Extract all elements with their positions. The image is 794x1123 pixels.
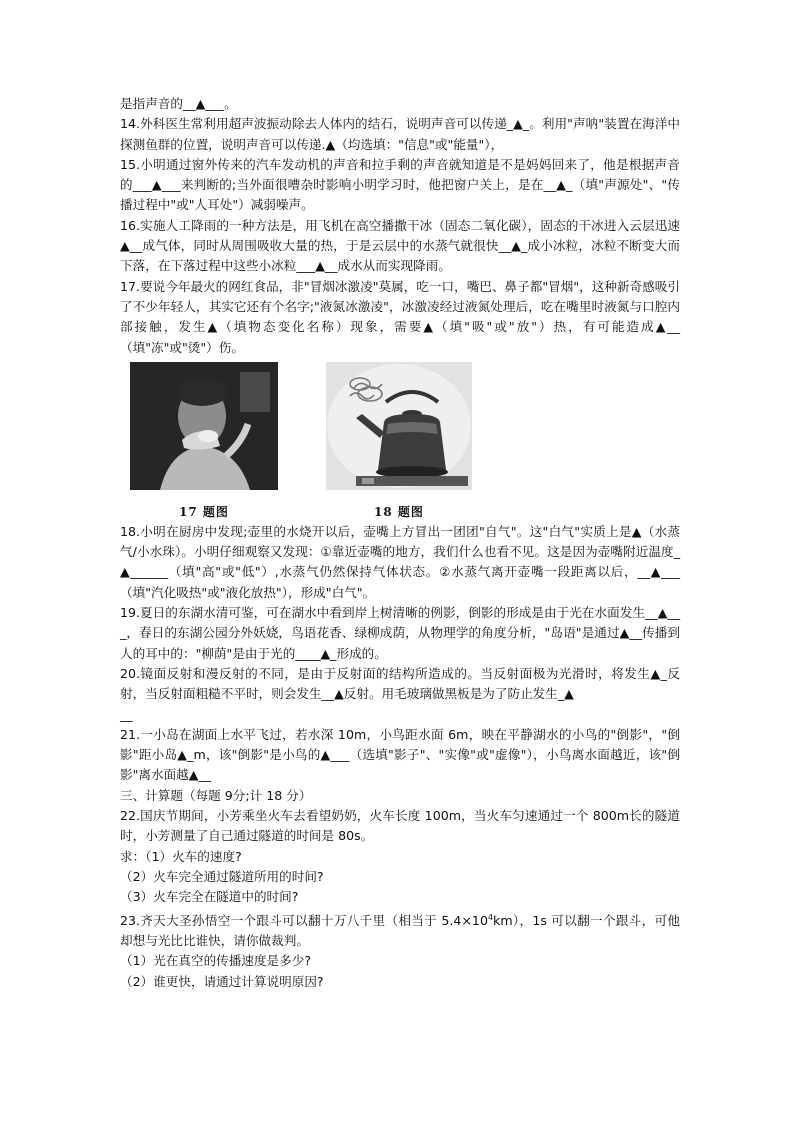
question-23-part-1: （1）光在真空的传播速度是多少? bbox=[120, 953, 312, 969]
question-21: 21.一小岛在湖面上水平飞过，若水深 10m，小鸟距水面 6m，映在平静湖水的小鸟的"倒影"，"倒影"距小岛▲_m，该"倒影"是小鸟的▲___（选填"影子"、"实像"或"虚像"），小鸟离水面越近，该"倒影"离水面越▲__ bbox=[120, 726, 680, 783]
question-20: 20.镜面反射和漫反射的不同，是由于反射面的结构所造成的。当反射面极为光滑时，将发生▲_反射，当反射面粗糙不平时，则会发生__▲反射。用毛玻璃做黑板是为了防止发生_▲ __ bbox=[120, 665, 681, 722]
figures-row bbox=[120, 362, 680, 520]
question-22-part-3: （3）火车完全在隧道中的时间? bbox=[120, 889, 299, 905]
figure-18-caption: 18 题图 bbox=[374, 505, 424, 520]
question-19: 19.夏日的东湖水清可鉴，可在湖水中看到岸上树清晰的例影，倒影的形成是由于光在水面发生__▲___，春日的东湖公园分外妖娆，鸟语花香、绿柳成荫，从物理学的角度分析，"岛语"是通过▲__传播到人的耳中的："柳荫"是由于光的____▲_形成的。 bbox=[120, 605, 681, 661]
question-22: 22.国庆节期间，小芳乘坐火车去看望奶奶，火车长度 100m，当火车匀速通过一个 800m长的隧道时，小芳测量了自己通过隧道的时间是 80s。 bbox=[120, 808, 681, 844]
q13-continuation: 是指声音的__▲___。 bbox=[120, 96, 237, 111]
section-heading-calculation: 三、计算题（每题 9分;计 18 分） bbox=[120, 787, 312, 803]
boiling-kettle-illustration bbox=[326, 362, 472, 490]
figure-17-caption: 17 题图 bbox=[179, 505, 229, 520]
exponent: 4 bbox=[487, 912, 494, 922]
figure-18 bbox=[326, 362, 472, 523]
question-17: 17.要说今年最火的网红食品，非"冒烟冰激凌"莫属，吃一口，嘴巴、鼻子都"冒烟"，这种新奇感吸引了不少年轻人，其实它还有个名字;"液氮冰激凌"，冰激凌经过液氮处理后，吃在嘴里时液氮与口腔内部接触，发生▲（填物态变化名称）现象，需要▲（填"吸"或"放"）热，有可能造成▲__（填"冻"或"烫"）伤。 bbox=[120, 278, 680, 355]
question-23: 23.齐天大圣孙悟空一个跟斗可以翻十万八千里（相当于 $5.4\times 10^4km$），1s 可以翻一个跟斗，可他却想与光比比谁快，请你做裁判。 bbox=[120, 912, 680, 948]
question-23-part-2: （2）谁更快，请通过计算说明原因? bbox=[120, 973, 324, 989]
figure-17 bbox=[130, 362, 278, 523]
question-14: 14.外科医生常利用超声波振动除去人体内的结石，说明声音可以传递_▲_。利用"声呐"装置在海洋中探测鱼群的位置，说明声音可以传递.▲（均选填："信息"或"能量"）， bbox=[120, 116, 680, 152]
question-22-part-1: 求：（1）火车的速度? bbox=[120, 848, 242, 864]
question-18: 18.小明在厨房中发现;壶里的水烧开以后，壶嘴上方冒出一团团"自气"。这"白气"实质上是▲（水蒸气/小水珠）。小明仔细观察又发现：①靠近壶嘴的地方，我们什么也看不见。这是因为壶嘴附近温度_▲______（填"高"或"低"）,水蒸气仍然保持气体状态。②水蒸气离开壶嘴一段距离以后，__▲___（填"汽化吸热"或"液化放热"），形成"白气"。 bbox=[120, 523, 681, 600]
exam-page bbox=[120, 94, 680, 992]
person-eating-photo bbox=[130, 362, 278, 490]
question-16: 16.实施人工降雨的一种方法是，用飞机在高空播撒干冰（固态二氧化碳），固态的干冰进入云层迅速▲__成气体，同时从周围吸收大量的热，于是云层中的水蒸气就很快__▲_成小冰粒，冰粒不断变大而下落，在下落过程中这些小冰粒___▲__成水从而实现降雨。 bbox=[120, 217, 681, 274]
question-22-part-2: （2）火车完全通过隧道所用的时间? bbox=[120, 868, 324, 884]
question-15: 15.小明通过窗外传来的汽车发动机的声音和拉手剩的声音就知道是不是妈妈回来了，他是根据声音的___▲___来判断的;当外面很嘈杂时影响小明学习时，他把窗户关上，是在__▲_（填"声源处"、"传播过程中"或"人耳处"）减弱噪声。 bbox=[120, 156, 681, 213]
